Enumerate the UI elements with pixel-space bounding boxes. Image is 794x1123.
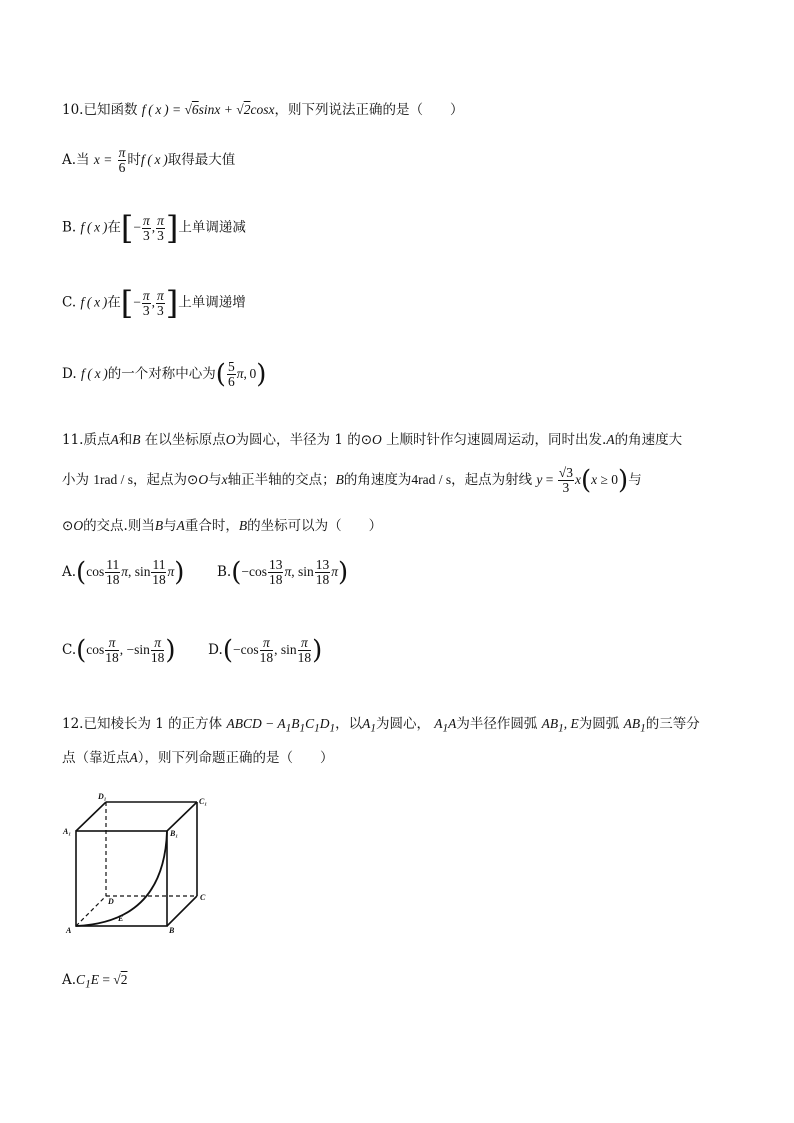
label-D: D	[108, 897, 114, 906]
label-E: E	[118, 914, 124, 923]
q10-option-a: A.当 x = $\frac{\pi}{6}$ 时f ( x )取得最大值	[62, 145, 236, 175]
q12-option-a: $A.C_1E = √2$	[62, 972, 128, 991]
label-C: C	[200, 893, 206, 902]
q11-options-ab: A.(cos $\frac{11}{18}$ π, sin $\frac{11}{18}$ π) B.(−cos $\frac{13}{18}$ π, sin $\frac{13}{18}$ π)	[62, 557, 349, 588]
q10-option-b: B. f ( x )在[− $\frac{\pi}{3}$ , $\frac{\pi}{3}$ ]上单调递减	[62, 209, 246, 247]
q12-line2: 点（靠近点A），则下列命题正确的是（ ）	[62, 750, 334, 766]
q10-stem: 10.已知函数 f ( x ) = √6sinx + √2cosx，则下列说法正确的是（ ）	[62, 102, 464, 118]
q11-line1: 11.质点A和B 在以坐标原点O为圆心，半径为 1 的⊙O 上顺时针作匀速圆周运动，同时出发.A的角速度大	[62, 432, 683, 448]
q11-line2: 小为 1rad / s，起点为⊙O与x轴正半轴的交点；B的角速度为4rad / s，起点为射线 y = $\frac{√3}{3}$ x(x ≥ 0)与	[62, 465, 642, 496]
cube-figure	[60, 790, 220, 940]
fraction-pi-over-6: $\frac{\pi}{6}$	[118, 145, 126, 175]
label-A: A	[66, 926, 72, 935]
label-C1: C₁	[199, 797, 208, 806]
q12-line1: 12.已知棱长为 1 的正方体 ABCD − $A_1B_1C_1D_1$，以$A_1$为圆心， $A_1A$为半径作圆弧 $AB_1$, E为圆弧 $AB_1$的三等分	[62, 716, 700, 735]
q10-option-c: C. f ( x )在[− $\frac{\pi}{3}$ , $\frac{\pi}{3}$ ]上单调递增	[62, 284, 246, 322]
label-B: B	[169, 926, 175, 935]
q10-option-d: D. f ( x )的一个对称中心为( $\frac{5}{6}$ π, 0)	[62, 359, 267, 390]
q11-line3: ⊙O的交点.则当B与A重合时，B的坐标可以为（ ）	[62, 518, 383, 534]
q11-options-cd: C.(cos $\frac{\pi}{18}$ , −sin $\frac{\pi}{18}$ ) D.(−cos $\frac{\pi}{18}$ , sin $\frac{\pi}{18}$ )	[62, 635, 323, 666]
label-B1: B₁	[170, 829, 179, 838]
function-expression: f ( x ) = √6sinx + √2cosx	[141, 102, 275, 117]
label-A1: A₁	[63, 827, 72, 836]
label-D1: D₁	[98, 792, 107, 801]
